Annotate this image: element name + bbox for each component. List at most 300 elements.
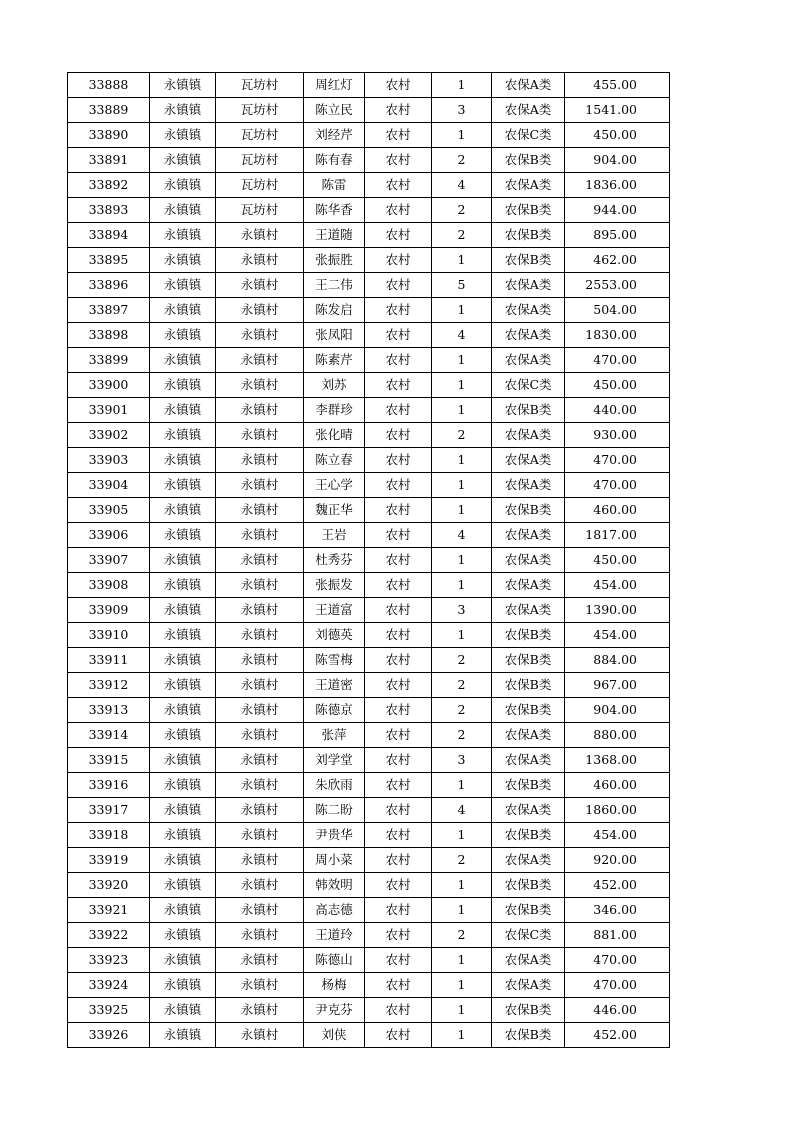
record-number-cell: 33923 bbox=[68, 948, 150, 973]
township-cell: 永镇镇 bbox=[150, 848, 216, 873]
household-type-cell: 农村 bbox=[365, 973, 432, 998]
amount-cell: 1541.00 bbox=[565, 98, 670, 123]
member-count-cell: 4 bbox=[432, 173, 492, 198]
insurance-class-cell: 农保B类 bbox=[492, 223, 565, 248]
table-row bbox=[68, 498, 670, 523]
record-number-cell: 33925 bbox=[68, 998, 150, 1023]
table-row bbox=[68, 248, 670, 273]
table-row bbox=[68, 473, 670, 498]
insurance-class-cell: 农保A类 bbox=[492, 423, 565, 448]
amount-cell: 454.00 bbox=[565, 573, 670, 598]
member-count-cell: 1 bbox=[432, 248, 492, 273]
household-type-cell: 农村 bbox=[365, 473, 432, 498]
household-type-cell: 农村 bbox=[365, 848, 432, 873]
member-count-cell: 1 bbox=[432, 73, 492, 98]
insurance-class-cell: 农保A类 bbox=[492, 173, 565, 198]
household-type-cell: 农村 bbox=[365, 723, 432, 748]
insurance-class-cell: 农保C类 bbox=[492, 923, 565, 948]
record-number-cell: 33906 bbox=[68, 523, 150, 548]
amount-cell: 920.00 bbox=[565, 848, 670, 873]
amount-cell: 884.00 bbox=[565, 648, 670, 673]
member-count-cell: 1 bbox=[432, 623, 492, 648]
member-count-cell: 2 bbox=[432, 198, 492, 223]
insurance-class-cell: 农保B类 bbox=[492, 898, 565, 923]
person-name-cell: 高志德 bbox=[304, 898, 365, 923]
relief-roster-table bbox=[67, 72, 670, 1048]
insurance-class-cell: 农保A类 bbox=[492, 598, 565, 623]
table-row bbox=[68, 1023, 670, 1048]
insurance-class-cell: 农保B类 bbox=[492, 673, 565, 698]
member-count-cell: 3 bbox=[432, 598, 492, 623]
person-name-cell: 张化晴 bbox=[304, 423, 365, 448]
record-number-cell: 33924 bbox=[68, 973, 150, 998]
household-type-cell: 农村 bbox=[365, 298, 432, 323]
amount-cell: 880.00 bbox=[565, 723, 670, 748]
village-cell: 永镇村 bbox=[216, 423, 304, 448]
insurance-class-cell: 农保A类 bbox=[492, 748, 565, 773]
amount-cell: 450.00 bbox=[565, 548, 670, 573]
township-cell: 永镇镇 bbox=[150, 773, 216, 798]
table-row bbox=[68, 448, 670, 473]
person-name-cell: 张振发 bbox=[304, 573, 365, 598]
table-row bbox=[68, 748, 670, 773]
household-type-cell: 农村 bbox=[365, 98, 432, 123]
person-name-cell: 陈德山 bbox=[304, 948, 365, 973]
record-number-cell: 33915 bbox=[68, 748, 150, 773]
person-name-cell: 张振胜 bbox=[304, 248, 365, 273]
table-row bbox=[68, 123, 670, 148]
member-count-cell: 1 bbox=[432, 498, 492, 523]
table-row bbox=[68, 573, 670, 598]
village-cell: 瓦坊村 bbox=[216, 123, 304, 148]
record-number-cell: 33903 bbox=[68, 448, 150, 473]
household-type-cell: 农村 bbox=[365, 273, 432, 298]
household-type-cell: 农村 bbox=[365, 673, 432, 698]
record-number-cell: 33918 bbox=[68, 823, 150, 848]
person-name-cell: 陈德京 bbox=[304, 698, 365, 723]
village-cell: 永镇村 bbox=[216, 348, 304, 373]
person-name-cell: 陈立春 bbox=[304, 448, 365, 473]
table-row bbox=[68, 223, 670, 248]
insurance-class-cell: 农保A类 bbox=[492, 723, 565, 748]
member-count-cell: 1 bbox=[432, 398, 492, 423]
village-cell: 永镇村 bbox=[216, 273, 304, 298]
table-row bbox=[68, 673, 670, 698]
person-name-cell: 刘侠 bbox=[304, 1023, 365, 1048]
amount-cell: 450.00 bbox=[565, 123, 670, 148]
township-cell: 永镇镇 bbox=[150, 673, 216, 698]
amount-cell: 454.00 bbox=[565, 623, 670, 648]
village-cell: 永镇村 bbox=[216, 373, 304, 398]
village-cell: 永镇村 bbox=[216, 948, 304, 973]
table-row bbox=[68, 198, 670, 223]
amount-cell: 440.00 bbox=[565, 398, 670, 423]
table-row bbox=[68, 373, 670, 398]
household-type-cell: 农村 bbox=[365, 398, 432, 423]
township-cell: 永镇镇 bbox=[150, 648, 216, 673]
amount-cell: 446.00 bbox=[565, 998, 670, 1023]
insurance-class-cell: 农保A类 bbox=[492, 348, 565, 373]
record-number-cell: 33901 bbox=[68, 398, 150, 423]
township-cell: 永镇镇 bbox=[150, 148, 216, 173]
township-cell: 永镇镇 bbox=[150, 73, 216, 98]
member-count-cell: 1 bbox=[432, 823, 492, 848]
insurance-class-cell: 农保B类 bbox=[492, 773, 565, 798]
insurance-class-cell: 农保B类 bbox=[492, 248, 565, 273]
person-name-cell: 陈雷 bbox=[304, 173, 365, 198]
village-cell: 永镇村 bbox=[216, 898, 304, 923]
record-number-cell: 33894 bbox=[68, 223, 150, 248]
insurance-class-cell: 农保C类 bbox=[492, 373, 565, 398]
amount-cell: 455.00 bbox=[565, 73, 670, 98]
table-row bbox=[68, 273, 670, 298]
household-type-cell: 农村 bbox=[365, 423, 432, 448]
insurance-class-cell: 农保A类 bbox=[492, 273, 565, 298]
village-cell: 永镇村 bbox=[216, 473, 304, 498]
person-name-cell: 王道随 bbox=[304, 223, 365, 248]
household-type-cell: 农村 bbox=[365, 498, 432, 523]
township-cell: 永镇镇 bbox=[150, 1023, 216, 1048]
township-cell: 永镇镇 bbox=[150, 498, 216, 523]
table-row bbox=[68, 848, 670, 873]
member-count-cell: 1 bbox=[432, 573, 492, 598]
township-cell: 永镇镇 bbox=[150, 623, 216, 648]
household-type-cell: 农村 bbox=[365, 573, 432, 598]
record-number-cell: 33892 bbox=[68, 173, 150, 198]
record-number-cell: 33910 bbox=[68, 623, 150, 648]
record-number-cell: 33913 bbox=[68, 698, 150, 723]
table-row bbox=[68, 923, 670, 948]
member-count-cell: 1 bbox=[432, 348, 492, 373]
record-number-cell: 33898 bbox=[68, 323, 150, 348]
insurance-class-cell: 农保B类 bbox=[492, 198, 565, 223]
person-name-cell: 张萍 bbox=[304, 723, 365, 748]
record-number-cell: 33900 bbox=[68, 373, 150, 398]
village-cell: 永镇村 bbox=[216, 323, 304, 348]
township-cell: 永镇镇 bbox=[150, 123, 216, 148]
record-number-cell: 33926 bbox=[68, 1023, 150, 1048]
record-number-cell: 33912 bbox=[68, 673, 150, 698]
household-type-cell: 农村 bbox=[365, 248, 432, 273]
member-count-cell: 1 bbox=[432, 1023, 492, 1048]
township-cell: 永镇镇 bbox=[150, 173, 216, 198]
household-type-cell: 农村 bbox=[365, 448, 432, 473]
insurance-class-cell: 农保B类 bbox=[492, 823, 565, 848]
member-count-cell: 1 bbox=[432, 898, 492, 923]
member-count-cell: 1 bbox=[432, 548, 492, 573]
member-count-cell: 1 bbox=[432, 473, 492, 498]
record-number-cell: 33895 bbox=[68, 248, 150, 273]
township-cell: 永镇镇 bbox=[150, 523, 216, 548]
township-cell: 永镇镇 bbox=[150, 973, 216, 998]
person-name-cell: 魏正华 bbox=[304, 498, 365, 523]
member-count-cell: 1 bbox=[432, 123, 492, 148]
table-row bbox=[68, 348, 670, 373]
table-row bbox=[68, 723, 670, 748]
record-number-cell: 33914 bbox=[68, 723, 150, 748]
village-cell: 永镇村 bbox=[216, 498, 304, 523]
record-number-cell: 33917 bbox=[68, 798, 150, 823]
record-number-cell: 33890 bbox=[68, 123, 150, 148]
village-cell: 永镇村 bbox=[216, 448, 304, 473]
record-number-cell: 33891 bbox=[68, 148, 150, 173]
township-cell: 永镇镇 bbox=[150, 823, 216, 848]
village-cell: 永镇村 bbox=[216, 698, 304, 723]
household-type-cell: 农村 bbox=[365, 698, 432, 723]
amount-cell: 1860.00 bbox=[565, 798, 670, 823]
person-name-cell: 王二伟 bbox=[304, 273, 365, 298]
table-row bbox=[68, 823, 670, 848]
amount-cell: 452.00 bbox=[565, 873, 670, 898]
table-row bbox=[68, 798, 670, 823]
member-count-cell: 1 bbox=[432, 973, 492, 998]
insurance-class-cell: 农保A类 bbox=[492, 948, 565, 973]
person-name-cell: 刘经芹 bbox=[304, 123, 365, 148]
insurance-class-cell: 农保B类 bbox=[492, 498, 565, 523]
table-row bbox=[68, 173, 670, 198]
amount-cell: 470.00 bbox=[565, 948, 670, 973]
household-type-cell: 农村 bbox=[365, 148, 432, 173]
household-type-cell: 农村 bbox=[365, 548, 432, 573]
household-type-cell: 农村 bbox=[365, 598, 432, 623]
amount-cell: 470.00 bbox=[565, 973, 670, 998]
household-type-cell: 农村 bbox=[365, 123, 432, 148]
amount-cell: 930.00 bbox=[565, 423, 670, 448]
township-cell: 永镇镇 bbox=[150, 298, 216, 323]
household-type-cell: 农村 bbox=[365, 873, 432, 898]
insurance-class-cell: 农保A类 bbox=[492, 298, 565, 323]
township-cell: 永镇镇 bbox=[150, 598, 216, 623]
person-name-cell: 刘苏 bbox=[304, 373, 365, 398]
record-number-cell: 33902 bbox=[68, 423, 150, 448]
amount-cell: 1836.00 bbox=[565, 173, 670, 198]
person-name-cell: 王道玲 bbox=[304, 923, 365, 948]
village-cell: 永镇村 bbox=[216, 223, 304, 248]
village-cell: 瓦坊村 bbox=[216, 173, 304, 198]
amount-cell: 452.00 bbox=[565, 1023, 670, 1048]
table-row bbox=[68, 698, 670, 723]
township-cell: 永镇镇 bbox=[150, 698, 216, 723]
record-number-cell: 33896 bbox=[68, 273, 150, 298]
village-cell: 永镇村 bbox=[216, 298, 304, 323]
record-number-cell: 33899 bbox=[68, 348, 150, 373]
township-cell: 永镇镇 bbox=[150, 923, 216, 948]
township-cell: 永镇镇 bbox=[150, 548, 216, 573]
person-name-cell: 陈发启 bbox=[304, 298, 365, 323]
village-cell: 永镇村 bbox=[216, 648, 304, 673]
township-cell: 永镇镇 bbox=[150, 948, 216, 973]
record-number-cell: 33904 bbox=[68, 473, 150, 498]
member-count-cell: 2 bbox=[432, 223, 492, 248]
household-type-cell: 农村 bbox=[365, 998, 432, 1023]
village-cell: 永镇村 bbox=[216, 1023, 304, 1048]
village-cell: 永镇村 bbox=[216, 998, 304, 1023]
member-count-cell: 1 bbox=[432, 373, 492, 398]
insurance-class-cell: 农保B类 bbox=[492, 998, 565, 1023]
table-row bbox=[68, 423, 670, 448]
person-name-cell: 陈二盼 bbox=[304, 798, 365, 823]
table-row bbox=[68, 973, 670, 998]
record-number-cell: 33907 bbox=[68, 548, 150, 573]
table-row bbox=[68, 548, 670, 573]
person-name-cell: 刘学堂 bbox=[304, 748, 365, 773]
township-cell: 永镇镇 bbox=[150, 798, 216, 823]
table-row bbox=[68, 73, 670, 98]
village-cell: 瓦坊村 bbox=[216, 148, 304, 173]
record-number-cell: 33919 bbox=[68, 848, 150, 873]
person-name-cell: 陈素芹 bbox=[304, 348, 365, 373]
amount-cell: 460.00 bbox=[565, 498, 670, 523]
person-name-cell: 杜秀芬 bbox=[304, 548, 365, 573]
village-cell: 永镇村 bbox=[216, 623, 304, 648]
amount-cell: 944.00 bbox=[565, 198, 670, 223]
insurance-class-cell: 农保A类 bbox=[492, 323, 565, 348]
insurance-class-cell: 农保B类 bbox=[492, 698, 565, 723]
household-type-cell: 农村 bbox=[365, 173, 432, 198]
member-count-cell: 2 bbox=[432, 673, 492, 698]
village-cell: 永镇村 bbox=[216, 248, 304, 273]
table-row bbox=[68, 148, 670, 173]
table-row bbox=[68, 523, 670, 548]
person-name-cell: 王心学 bbox=[304, 473, 365, 498]
amount-cell: 470.00 bbox=[565, 473, 670, 498]
insurance-class-cell: 农保C类 bbox=[492, 123, 565, 148]
amount-cell: 881.00 bbox=[565, 923, 670, 948]
township-cell: 永镇镇 bbox=[150, 723, 216, 748]
record-number-cell: 33909 bbox=[68, 598, 150, 623]
village-cell: 永镇村 bbox=[216, 548, 304, 573]
table-row bbox=[68, 948, 670, 973]
record-number-cell: 33888 bbox=[68, 73, 150, 98]
record-number-cell: 33911 bbox=[68, 648, 150, 673]
amount-cell: 346.00 bbox=[565, 898, 670, 923]
record-number-cell: 33905 bbox=[68, 498, 150, 523]
person-name-cell: 周小菜 bbox=[304, 848, 365, 873]
amount-cell: 470.00 bbox=[565, 448, 670, 473]
household-type-cell: 农村 bbox=[365, 348, 432, 373]
township-cell: 永镇镇 bbox=[150, 198, 216, 223]
person-name-cell: 王道富 bbox=[304, 598, 365, 623]
insurance-class-cell: 农保A类 bbox=[492, 848, 565, 873]
amount-cell: 904.00 bbox=[565, 698, 670, 723]
insurance-class-cell: 农保B类 bbox=[492, 398, 565, 423]
insurance-class-cell: 农保A类 bbox=[492, 973, 565, 998]
village-cell: 永镇村 bbox=[216, 523, 304, 548]
amount-cell: 1390.00 bbox=[565, 598, 670, 623]
member-count-cell: 4 bbox=[432, 323, 492, 348]
record-number-cell: 33897 bbox=[68, 298, 150, 323]
person-name-cell: 张凤阳 bbox=[304, 323, 365, 348]
person-name-cell: 陈华香 bbox=[304, 198, 365, 223]
insurance-class-cell: 农保B类 bbox=[492, 148, 565, 173]
member-count-cell: 1 bbox=[432, 448, 492, 473]
member-count-cell: 2 bbox=[432, 723, 492, 748]
person-name-cell: 杨梅 bbox=[304, 973, 365, 998]
table-row bbox=[68, 598, 670, 623]
village-cell: 永镇村 bbox=[216, 573, 304, 598]
insurance-class-cell: 农保B类 bbox=[492, 873, 565, 898]
village-cell: 永镇村 bbox=[216, 723, 304, 748]
household-type-cell: 农村 bbox=[365, 948, 432, 973]
insurance-class-cell: 农保A类 bbox=[492, 98, 565, 123]
household-type-cell: 农村 bbox=[365, 223, 432, 248]
insurance-class-cell: 农保A类 bbox=[492, 798, 565, 823]
amount-cell: 904.00 bbox=[565, 148, 670, 173]
township-cell: 永镇镇 bbox=[150, 323, 216, 348]
member-count-cell: 4 bbox=[432, 523, 492, 548]
amount-cell: 1817.00 bbox=[565, 523, 670, 548]
household-type-cell: 农村 bbox=[365, 623, 432, 648]
person-name-cell: 周红灯 bbox=[304, 73, 365, 98]
person-name-cell: 陈雪梅 bbox=[304, 648, 365, 673]
person-name-cell: 尹克芬 bbox=[304, 998, 365, 1023]
village-cell: 瓦坊村 bbox=[216, 198, 304, 223]
record-number-cell: 33921 bbox=[68, 898, 150, 923]
village-cell: 永镇村 bbox=[216, 748, 304, 773]
insurance-class-cell: 农保B类 bbox=[492, 1023, 565, 1048]
insurance-class-cell: 农保A类 bbox=[492, 548, 565, 573]
village-cell: 瓦坊村 bbox=[216, 98, 304, 123]
member-count-cell: 4 bbox=[432, 798, 492, 823]
amount-cell: 2553.00 bbox=[565, 273, 670, 298]
amount-cell: 470.00 bbox=[565, 348, 670, 373]
village-cell: 永镇村 bbox=[216, 673, 304, 698]
township-cell: 永镇镇 bbox=[150, 348, 216, 373]
record-number-cell: 33893 bbox=[68, 198, 150, 223]
member-count-cell: 5 bbox=[432, 273, 492, 298]
person-name-cell: 陈有春 bbox=[304, 148, 365, 173]
person-name-cell: 朱欣雨 bbox=[304, 773, 365, 798]
member-count-cell: 2 bbox=[432, 923, 492, 948]
household-type-cell: 农村 bbox=[365, 898, 432, 923]
table-row bbox=[68, 98, 670, 123]
table-row bbox=[68, 773, 670, 798]
amount-cell: 1830.00 bbox=[565, 323, 670, 348]
township-cell: 永镇镇 bbox=[150, 398, 216, 423]
amount-cell: 462.00 bbox=[565, 248, 670, 273]
township-cell: 永镇镇 bbox=[150, 573, 216, 598]
township-cell: 永镇镇 bbox=[150, 248, 216, 273]
household-type-cell: 农村 bbox=[365, 773, 432, 798]
table-row bbox=[68, 623, 670, 648]
person-name-cell: 陈立民 bbox=[304, 98, 365, 123]
amount-cell: 1368.00 bbox=[565, 748, 670, 773]
township-cell: 永镇镇 bbox=[150, 473, 216, 498]
member-count-cell: 3 bbox=[432, 98, 492, 123]
record-number-cell: 33908 bbox=[68, 573, 150, 598]
member-count-cell: 3 bbox=[432, 748, 492, 773]
table-row bbox=[68, 323, 670, 348]
member-count-cell: 2 bbox=[432, 148, 492, 173]
member-count-cell: 1 bbox=[432, 948, 492, 973]
table-body bbox=[68, 73, 670, 1048]
household-type-cell: 农村 bbox=[365, 798, 432, 823]
record-number-cell: 33922 bbox=[68, 923, 150, 948]
township-cell: 永镇镇 bbox=[150, 748, 216, 773]
table-row bbox=[68, 648, 670, 673]
village-cell: 永镇村 bbox=[216, 823, 304, 848]
village-cell: 永镇村 bbox=[216, 598, 304, 623]
township-cell: 永镇镇 bbox=[150, 448, 216, 473]
person-name-cell: 尹贵华 bbox=[304, 823, 365, 848]
township-cell: 永镇镇 bbox=[150, 98, 216, 123]
person-name-cell: 王道密 bbox=[304, 673, 365, 698]
household-type-cell: 农村 bbox=[365, 923, 432, 948]
member-count-cell: 1 bbox=[432, 773, 492, 798]
township-cell: 永镇镇 bbox=[150, 873, 216, 898]
insurance-class-cell: 农保A类 bbox=[492, 73, 565, 98]
amount-cell: 504.00 bbox=[565, 298, 670, 323]
